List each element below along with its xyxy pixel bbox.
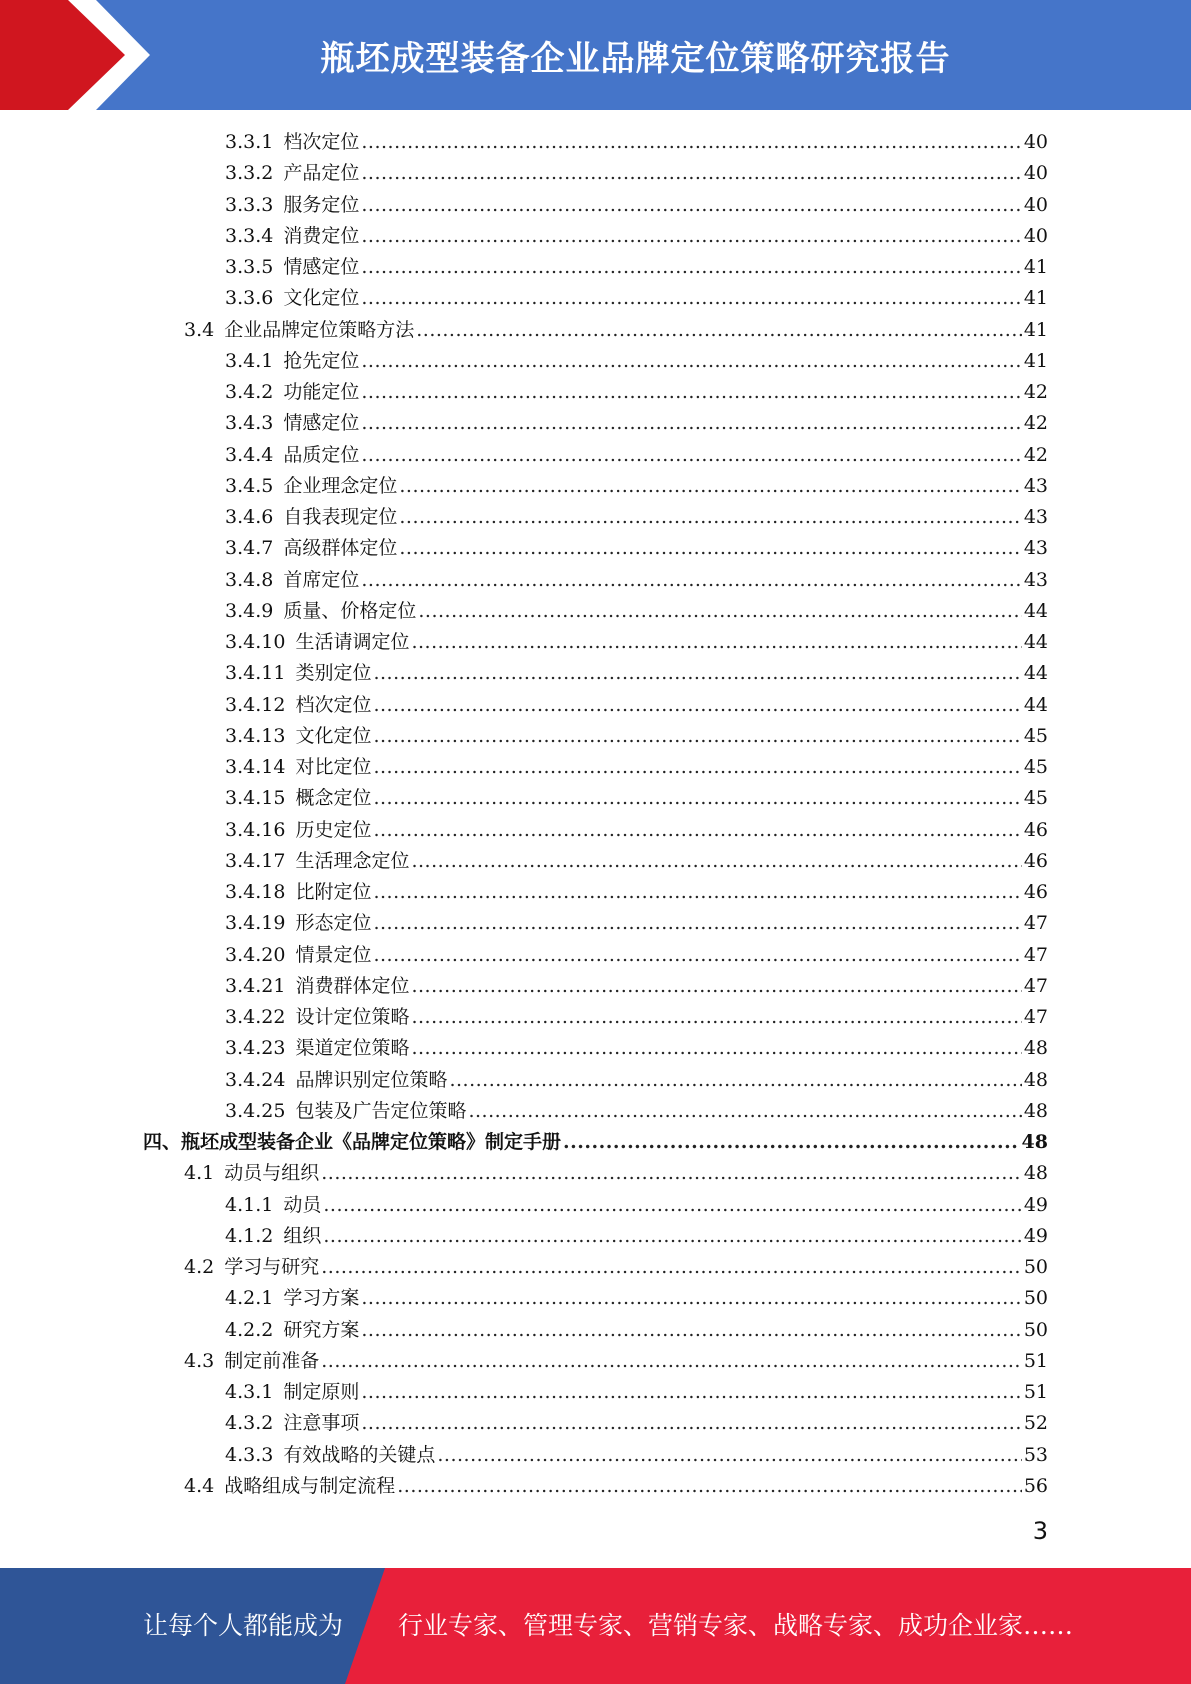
toc-entry-number: 3.4.8 [225, 568, 274, 591]
toc-entry-number: 4.3.1 [225, 1381, 274, 1403]
toc-entry-title: 渠道定位策略 [295, 1037, 410, 1060]
toc-entry[interactable] [0, 127, 1191, 158]
toc-entry-title: 服务定位 [283, 193, 360, 216]
toc-entry[interactable] [0, 502, 1191, 533]
toc-entry-line [225, 127, 1048, 158]
toc-entry-number: 3.4.18 [225, 881, 286, 903]
toc-entry-page: 40 [1023, 131, 1048, 153]
toc-entry-page: 45 [1023, 724, 1048, 747]
toc-dot-leader [323, 1190, 1021, 1221]
toc-entry[interactable] [0, 971, 1191, 1002]
toc-entry-page: 43 [1023, 474, 1048, 497]
footer-slogan-right: 行业专家、管理专家、营销专家、战略专家、成功企业家…… [398, 1611, 1074, 1640]
toc-entry-page: 49 [1023, 1224, 1048, 1247]
toc-entry-title: 产品定位 [283, 162, 360, 185]
toc-dot-leader [373, 690, 1021, 721]
toc-entry-number: 3.4.9 [225, 599, 274, 622]
toc-entry-line [225, 846, 1048, 877]
toc-entry-title: 注意事项 [283, 1412, 360, 1435]
toc-entry-line [225, 158, 1048, 189]
toc-entry-line [225, 752, 1048, 783]
toc-entry[interactable] [0, 346, 1191, 377]
toc-entry-page: 42 [1023, 412, 1048, 435]
toc-dot-leader [361, 440, 1021, 471]
toc-entry[interactable] [0, 877, 1191, 908]
toc-dot-leader [373, 658, 1021, 689]
toc-entry-page: 52 [1023, 1412, 1048, 1435]
toc-entry[interactable] [0, 596, 1191, 627]
toc-entry-title: 生活理念定位 [295, 849, 410, 872]
toc-entry-number: 3.3.2 [225, 162, 274, 185]
toc-entry-title: 研究方案 [283, 1318, 360, 1341]
toc-entry[interactable] [0, 783, 1191, 814]
toc-entry-title: 档次定位 [295, 693, 372, 716]
toc-dot-leader [411, 971, 1021, 1002]
toc-entry-line [184, 1346, 1048, 1377]
toc-entry[interactable] [0, 690, 1191, 721]
toc-dot-leader [373, 908, 1021, 939]
toc-entry-title: 学习方案 [283, 1287, 360, 1310]
toc-entry-line [225, 596, 1048, 627]
toc-entry[interactable] [0, 846, 1191, 877]
toc-entry-title: 形态定位 [295, 912, 372, 935]
toc-entry[interactable] [0, 1377, 1191, 1408]
toc-entry-title: 高级群体定位 [283, 537, 398, 560]
toc-entry[interactable] [0, 158, 1191, 189]
toc-entry-page: 48 [1023, 1068, 1048, 1091]
toc-dot-leader [373, 815, 1021, 846]
toc-dot-leader [361, 408, 1021, 439]
toc-entry-line [184, 315, 1048, 346]
toc-entry-page: 50 [1023, 1287, 1048, 1310]
toc-entry-number: 3.3.5 [225, 256, 274, 278]
toc-entry-title: 制定原则 [283, 1381, 360, 1403]
header-arrow-icon [0, 0, 140, 110]
toc-entry-number: 4.3 [184, 1349, 215, 1372]
toc-entry-line [225, 252, 1048, 283]
toc-entry-number: 3.3.3 [225, 193, 274, 216]
toc-entry[interactable] [0, 1096, 1191, 1127]
toc-dot-leader [397, 1471, 1022, 1502]
toc-entry-number: 3.4.13 [225, 724, 286, 747]
toc-entry-title: 设计定位策略 [295, 1006, 410, 1028]
toc-entry-line [225, 502, 1048, 533]
toc-entry-page: 45 [1023, 756, 1048, 778]
toc-entry-number: 3.4.19 [225, 912, 286, 935]
toc-entry-title: 抢先定位 [283, 349, 360, 372]
toc-dot-leader [361, 127, 1021, 158]
toc-dot-leader [361, 190, 1021, 221]
toc-entry[interactable] [0, 565, 1191, 596]
toc-entry[interactable] [0, 1127, 1191, 1158]
footer-slogan-left: 让每个人都能成为 [143, 1611, 344, 1640]
toc-entry-number: 4.1.1 [225, 1193, 274, 1216]
toc-entry-page: 53 [1023, 1443, 1048, 1466]
toc-entry-line [225, 1065, 1048, 1096]
toc-dot-leader [411, 1002, 1021, 1033]
toc-entry-title: 学习与研究 [224, 1256, 320, 1278]
toc-entry-page: 47 [1023, 943, 1048, 966]
toc-entry-number: 四、 [143, 1131, 182, 1153]
toc-entry-page: 51 [1023, 1349, 1048, 1372]
toc-entry-line [184, 1471, 1048, 1502]
toc-entry-line [225, 971, 1048, 1002]
toc-dot-leader [437, 1440, 1021, 1471]
toc-entry-number: 3.4.22 [225, 1006, 286, 1028]
toc-entry-title: 对比定位 [295, 756, 372, 778]
toc-entry[interactable] [0, 658, 1191, 689]
toc-entry-title: 情景定位 [295, 943, 372, 966]
toc-entry-line [225, 658, 1048, 689]
toc-entry-title: 企业理念定位 [283, 474, 398, 497]
toc-entry-line [225, 627, 1048, 658]
toc-dot-leader [361, 1283, 1021, 1314]
toc-entry[interactable] [0, 190, 1191, 221]
toc-entry-title: 概念定位 [295, 787, 372, 810]
toc-entry[interactable] [0, 908, 1191, 939]
toc-entry-line [225, 346, 1048, 377]
toc-dot-leader [418, 596, 1021, 627]
toc-entry[interactable] [0, 1065, 1191, 1096]
toc-dot-leader [449, 1065, 1021, 1096]
toc-dot-leader [373, 940, 1021, 971]
toc-entry-line [225, 815, 1048, 846]
report-title: 瓶坯成型装备企业品牌定位策略研究报告 [320, 38, 951, 79]
toc-entry-line [225, 1408, 1048, 1439]
toc-entry-title: 动员 [283, 1193, 322, 1216]
toc-dot-leader [399, 533, 1021, 564]
toc-entry-title: 动员与组织 [224, 1162, 320, 1185]
toc-entry[interactable] [0, 752, 1191, 783]
toc-entry-line [143, 1127, 1048, 1158]
toc-entry-line [225, 783, 1048, 814]
toc-entry-number: 3.4.25 [225, 1099, 286, 1122]
toc-entry-page: 49 [1023, 1193, 1048, 1216]
toc-entry-number: 3.4.3 [225, 412, 274, 435]
toc-entry-line [225, 1377, 1048, 1408]
toc-entry-page: 44 [1023, 599, 1048, 622]
toc-entry[interactable] [0, 815, 1191, 846]
toc-entry[interactable] [0, 408, 1191, 439]
toc-entry-title: 情感定位 [283, 256, 360, 278]
toc-entry-title: 制定前准备 [224, 1349, 320, 1372]
toc-entry-title: 质量、价格定位 [283, 599, 417, 622]
toc-entry[interactable] [0, 221, 1191, 252]
toc-dot-leader [411, 846, 1021, 877]
toc-entry-number: 3.4.1 [225, 349, 274, 372]
toc-dot-leader [361, 377, 1021, 408]
toc-entry-number: 3.4.15 [225, 787, 286, 810]
toc-entry-number: 3.4.16 [225, 818, 286, 841]
toc-entry-title: 首席定位 [283, 568, 360, 591]
toc-entry-title: 功能定位 [283, 381, 360, 403]
toc-entry-line [225, 377, 1048, 408]
toc-entry-number: 3.4.4 [225, 443, 274, 466]
toc-entry[interactable] [0, 377, 1191, 408]
toc-entry-title: 组织 [283, 1224, 322, 1247]
toc-entry-line [225, 1283, 1048, 1314]
page-number: 3 [1032, 1517, 1048, 1545]
toc-dot-leader [563, 1127, 1020, 1158]
toc-dot-leader [411, 1033, 1021, 1064]
toc-entry[interactable] [0, 440, 1191, 471]
toc-entry-number: 3.3.1 [225, 131, 274, 153]
toc-entry-page: 40 [1023, 224, 1048, 247]
toc-entry-line [225, 408, 1048, 439]
toc-entry-page: 45 [1023, 787, 1048, 810]
toc-entry-page: 46 [1023, 881, 1048, 903]
toc-dot-leader [416, 315, 1022, 346]
toc-entry-line [225, 877, 1048, 908]
toc-entry-page: 46 [1023, 818, 1048, 841]
page-header [0, 0, 1191, 110]
toc-entry-page: 50 [1023, 1318, 1048, 1341]
toc-entry-title: 企业品牌定位策略方法 [224, 318, 415, 341]
toc-entry-page: 56 [1023, 1474, 1048, 1497]
toc-dot-leader [373, 721, 1021, 752]
toc-entry-number: 3.4.6 [225, 506, 274, 528]
toc-entry[interactable] [0, 1002, 1191, 1033]
toc-entry-number: 4.3.3 [225, 1443, 274, 1466]
toc-entry-line [225, 690, 1048, 721]
toc-entry-title: 情感定位 [283, 412, 360, 435]
toc-dot-leader [361, 283, 1021, 314]
toc-entry-page: 44 [1023, 693, 1048, 716]
toc-entry-number: 3.4.23 [225, 1037, 286, 1060]
toc-entry-page: 44 [1023, 662, 1048, 685]
toc-entry-number: 3.4.20 [225, 943, 286, 966]
toc-entry[interactable] [0, 1158, 1191, 1189]
toc-entry-line [225, 221, 1048, 252]
toc-dot-leader [361, 1408, 1021, 1439]
toc-entry-page: 48 [1023, 1037, 1048, 1060]
toc-entry-title: 档次定位 [283, 131, 360, 153]
toc-entry-line [225, 1096, 1048, 1127]
toc-entry[interactable] [0, 315, 1191, 346]
toc-entry-title: 文化定位 [295, 724, 372, 747]
toc-entry[interactable] [0, 283, 1191, 314]
toc-entry-page: 44 [1023, 631, 1048, 653]
toc-entry[interactable] [0, 252, 1191, 283]
toc-entry[interactable] [0, 471, 1191, 502]
toc-entry-line [225, 471, 1048, 502]
toc-entry-title: 包装及广告定位策略 [295, 1099, 467, 1122]
toc-entry-line [225, 721, 1048, 752]
toc-dot-leader [373, 752, 1021, 783]
toc-entry-title: 自我表现定位 [283, 506, 398, 528]
toc-entry-line [225, 940, 1048, 971]
toc-entry-line [225, 1190, 1048, 1221]
toc-entry[interactable] [0, 1471, 1191, 1502]
toc-entry-number: 3.3.4 [225, 224, 274, 247]
toc-entry-number: 3.4.11 [225, 662, 286, 685]
toc-entry-title: 战略组成与制定流程 [224, 1474, 396, 1497]
toc-entry-page: 42 [1023, 443, 1048, 466]
toc-entry-number: 3.4.21 [225, 974, 286, 997]
toc-entry-page: 48 [1023, 1162, 1048, 1185]
toc-entry-number: 3.4.12 [225, 693, 286, 716]
toc-entry-number: 3.4.14 [225, 756, 286, 778]
toc-entry[interactable] [0, 1033, 1191, 1064]
toc-entry-title: 瓶坯成型装备企业《品牌定位策略》制定手册 [181, 1131, 562, 1153]
toc-entry-number: 3.4.24 [225, 1068, 286, 1091]
toc-entry-number: 4.4 [184, 1474, 215, 1497]
toc-entry-number: 4.2.2 [225, 1318, 274, 1341]
toc-entry-page: 47 [1023, 912, 1048, 935]
toc-entry-line [225, 1033, 1048, 1064]
toc-entry-line [225, 1315, 1048, 1346]
toc-entry-line [225, 283, 1048, 314]
toc-entry-number: 3.4.7 [225, 537, 274, 560]
toc-dot-leader [323, 1221, 1021, 1252]
toc-dot-leader [361, 252, 1021, 283]
toc-entry-title: 比附定位 [295, 881, 372, 903]
toc-dot-leader [361, 221, 1021, 252]
toc-entry-number: 3.4.10 [225, 631, 286, 653]
toc-entry-line [225, 1002, 1048, 1033]
toc-entry-page: 43 [1023, 537, 1048, 560]
toc-entry-line [225, 1221, 1048, 1252]
toc-entry[interactable] [0, 1252, 1191, 1283]
toc-entry[interactable] [0, 1315, 1191, 1346]
toc-entry[interactable] [0, 1440, 1191, 1471]
toc-entry[interactable] [0, 1408, 1191, 1439]
toc-dot-leader [321, 1158, 1022, 1189]
toc-entry-title: 消费群体定位 [295, 974, 410, 997]
toc-entry-title: 类别定位 [295, 662, 372, 685]
toc-entry-title: 历史定位 [295, 818, 372, 841]
toc-dot-leader [399, 502, 1021, 533]
toc-entry-page: 41 [1023, 349, 1048, 372]
toc-entry-page: 43 [1023, 506, 1048, 528]
toc-entry[interactable] [0, 1190, 1191, 1221]
toc-entry[interactable] [0, 627, 1191, 658]
page-footer [0, 1568, 1191, 1684]
toc-entry-number: 4.3.2 [225, 1412, 274, 1435]
toc-entry[interactable] [0, 940, 1191, 971]
toc-dot-leader [411, 627, 1021, 658]
toc-dot-leader [468, 1096, 1021, 1127]
toc-entry-page: 42 [1023, 381, 1048, 403]
toc-entry-number: 3.4.5 [225, 474, 274, 497]
toc-entry-number: 4.2.1 [225, 1287, 274, 1310]
toc-entry[interactable] [0, 533, 1191, 564]
toc-entry-page: 47 [1023, 1006, 1048, 1028]
toc-dot-leader [361, 1377, 1021, 1408]
toc-entry-line [225, 565, 1048, 596]
toc-entry[interactable] [0, 1283, 1191, 1314]
toc-entry-page: 41 [1023, 318, 1048, 341]
toc-entry-title: 有效战略的关键点 [283, 1443, 436, 1466]
toc-entry-number: 4.1 [184, 1162, 215, 1185]
toc-entry-line [225, 440, 1048, 471]
toc-entry-page: 40 [1023, 193, 1048, 216]
toc-entry-number: 3.4.17 [225, 849, 286, 872]
toc-dot-leader [373, 783, 1021, 814]
toc-dot-leader [321, 1252, 1022, 1283]
toc-entry-title: 文化定位 [283, 287, 360, 310]
toc-entry-number: 3.3.6 [225, 287, 274, 310]
toc-entry-page: 41 [1023, 256, 1048, 278]
toc-entry-page: 51 [1023, 1381, 1048, 1403]
toc-entry-line [225, 533, 1048, 564]
toc-entry-line [184, 1158, 1048, 1189]
toc-entry-page: 40 [1023, 162, 1048, 185]
toc-entry-number: 3.4.2 [225, 381, 274, 403]
toc-dot-leader [361, 158, 1021, 189]
table-of-contents [0, 127, 1191, 1502]
toc-entry-page: 48 [1023, 1099, 1048, 1122]
toc-entry-title: 消费定位 [283, 224, 360, 247]
toc-dot-leader [373, 877, 1021, 908]
toc-entry-number: 4.2 [184, 1256, 215, 1278]
toc-dot-leader [361, 1315, 1021, 1346]
toc-dot-leader [361, 565, 1021, 596]
toc-entry[interactable] [0, 1346, 1191, 1377]
toc-entry-page: 48 [1021, 1131, 1048, 1153]
toc-dot-leader [399, 471, 1021, 502]
toc-entry-page: 43 [1023, 568, 1048, 591]
toc-entry-line [225, 190, 1048, 221]
toc-entry-page: 41 [1023, 287, 1048, 310]
toc-dot-leader [361, 346, 1021, 377]
toc-dot-leader [321, 1346, 1022, 1377]
toc-entry-line [225, 908, 1048, 939]
toc-entry-page: 50 [1023, 1256, 1048, 1278]
toc-entry-line [225, 1440, 1048, 1471]
toc-entry-number: 4.1.2 [225, 1224, 274, 1247]
toc-entry-line [184, 1252, 1048, 1283]
toc-entry-page: 46 [1023, 849, 1048, 872]
toc-entry-title: 品质定位 [283, 443, 360, 466]
toc-entry[interactable] [0, 721, 1191, 752]
toc-entry-number: 3.4 [184, 318, 215, 341]
toc-entry-title: 生活请调定位 [295, 631, 410, 653]
toc-entry-page: 47 [1023, 974, 1048, 997]
toc-entry-title: 品牌识别定位策略 [295, 1068, 448, 1091]
toc-entry[interactable] [0, 1221, 1191, 1252]
